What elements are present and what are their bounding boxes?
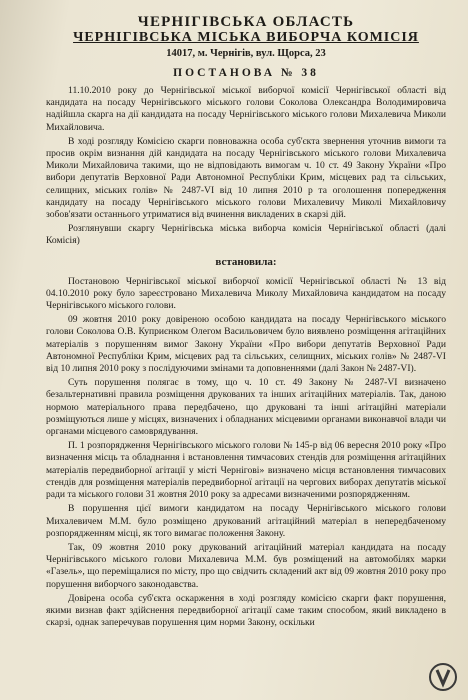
paragraph: Довірена особа суб'єкта оскарження в ході розгляду комісією скарги факт порушення, якими визнав факт здійснення передвиборної агітації саме таким способом, який викладено в скарзі, однак заперечував порушення цим норми Закону, оскільки — [46, 592, 446, 629]
paragraph: Постановою Чернігівської міської виборчої комісії Чернігівської області № 13 від 04.10.2010 року було зареєстровано Михалевича Миколу Михайловича кандидатом на посаду Чернігівського міського голови. — [46, 275, 446, 312]
paragraph: 09 жовтня 2010 року довіреною особою кандидата на посаду Чернігівського міського голови Соколова О.В. Куприєнком Олегом Васильовичем було виявлено розміщення агітаційних матеріалів з порушенням вимог Закону України «Про вибори депутатів Верховної Ради Автономної Республіки Крим, місцевих рад та сільських, селищних, міських голів» № 2487-VI від 10 липня 2010 року з послідуючими змінами та доповненнями (далі Закон № 2487-VI). — [46, 314, 446, 375]
paragraph: В порушення цієї вимоги кандидатом на посаду Чернігівського міського голови Михалевичем М.М. було розміщено друкований агітаційний матеріал в непередбаченому розпорядженням місці, як того вимагає положення Закону. — [46, 503, 446, 539]
commission-heading: ЧЕРНІГІВСЬКА МІСЬКА ВИБОРЧА КОМІСІЯ — [73, 30, 419, 45]
paragraph: 11.10.2010 року до Чернігівської міської виборчої комісії Чернігівської області від кандидата на посаду Чернігівського міського голови Соколова Олександра Володимировича надійшла скарга на дії кандидата на посаду Чернігівського міського голови Михалевича Миколи Михайловича. — [46, 85, 446, 133]
region-heading: ЧЕРНІГІВСЬКА ОБЛАСТЬ — [137, 14, 355, 30]
address: 14017, м. Чернігів, вул. Щорса, 23 — [166, 48, 326, 59]
paragraph: Так, 09 жовтня 2010 року друкований агітаційний матеріал кандидата на посаду Чернігівського міського голови Михалевича М.М. був розміщений на автомобілях марки «Газель», що переміщалися по місту, про що свідчить складений акт від 09 жовтня 2010 року про порушення виборчого законодавства. — [46, 541, 446, 590]
paragraph: В ході розгляду Комісією скарги повноважна особа суб'єкта звернення уточнив вимоги та просив окрім визнання дій кандидата на посаду Чернігівського міського голови Михалевича Миколи Михайловича такими, що не відповідають вимогам ч. 10 ст. 49 Закону України «Про вибори депутатів Верховної Ради Автономної Республіки Крим, місцевих рад та сільських, селищних, міських голів» № 2487-VI від 10 липня 2010 р та оголошення попередження кандидату на посаду Чернігівського міського голови Михалевичу Миколі Михайловичу зобов'язати останнього утриматися від вчинення викладених в скарзі дій. — [46, 135, 446, 221]
paragraph: Розглянувши скаргу Чернігівська міська виборча комісія Чернігівської області (далі Комісія) — [46, 223, 446, 247]
document-title: ПОСТАНОВА № 38 — [173, 67, 319, 79]
watermark-logo-icon — [428, 662, 458, 692]
section-heading: встановила: — [215, 255, 277, 268]
paragraph: П. 1 розпорядження Чернігівського міського голови № 145-р від 06 вересня 2010 року «Про визначення місць та обладнання і встановлення тимчасових стендів для розміщення агітаційних матеріалів передвиборної агітації у місті Чернігові» визначено місця встановлення тимчасових стендів для розміщення матеріалів передвиборної агітації на чергових виборах депутатів міської ради та міського голови 31 жовтня 2010 року за адресами визначеними розпорядженням. — [46, 440, 446, 501]
paragraph: Суть порушення полягає в тому, що ч. 10 ст. 49 Закону № 2487-VI визначено безальтернативні правила розміщення друкованих та інших агітаційних матеріалів. Так, даною нормою матеріального права передбачено, що друковані та інші агітаційні матеріали розміщуються лише у місцях, визначених і обладнаних місцевими органами виконавчої влади чи органами місцевого самоврядування. — [46, 377, 446, 438]
